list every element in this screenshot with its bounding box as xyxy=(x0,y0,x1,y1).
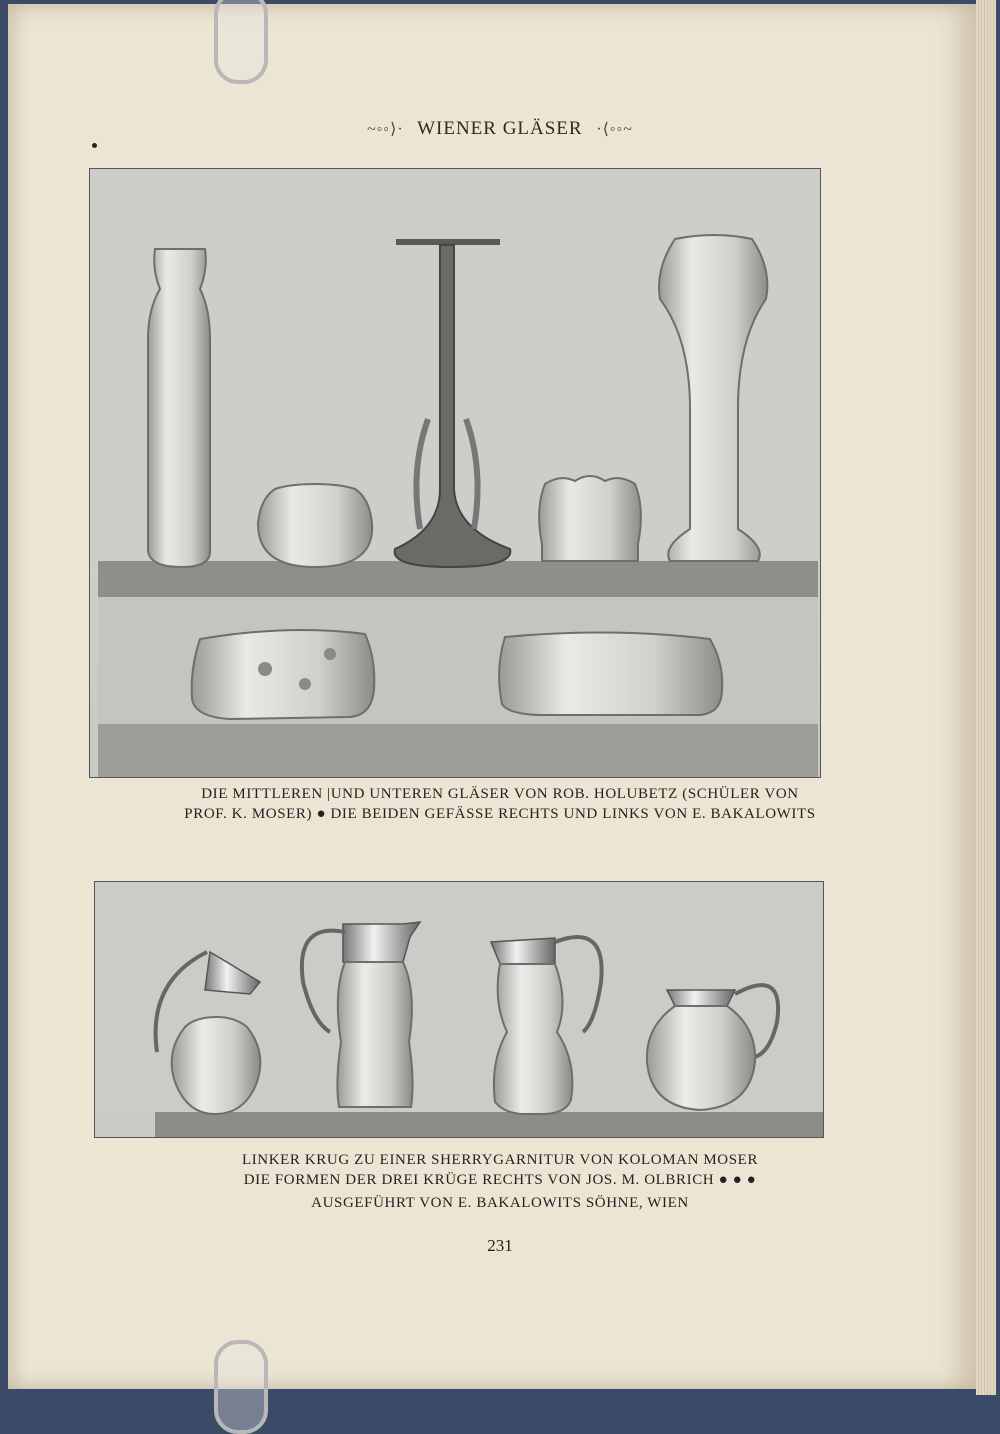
photo-glass-vases xyxy=(89,168,821,778)
caption-bottom-line1: LINKER KRUG ZU EINER SHERRYGARNITUR VON KOLOMAN MOSER xyxy=(241,1152,759,1168)
running-title-text: WIENER GLÄSER xyxy=(417,118,583,139)
ornament-right-icon: ·⟨◦◦~ xyxy=(596,121,633,138)
caption-bottom xyxy=(0,1150,1000,1213)
page-number: 231 xyxy=(487,1236,513,1255)
caption-top-line2: PROF. K. MOSER) ● DIE BEIDEN GEFÄSSE RECHTS UND LINKS VON E. BAKALOWITS xyxy=(184,806,816,822)
photo-glass-jugs xyxy=(94,881,824,1138)
binder-clip-bottom xyxy=(214,1340,268,1434)
caption-top xyxy=(0,784,1000,824)
running-title xyxy=(0,118,1000,140)
ink-dot xyxy=(92,143,97,148)
ornament-left-icon: ~◦◦⟩· xyxy=(367,121,404,138)
binder-clip-top xyxy=(214,0,268,84)
caption-bottom-credit: AUSGEFÜHRT VON E. BAKALOWITS SÖHNE, WIEN xyxy=(311,1195,689,1211)
caption-bottom-line2: DIE FORMEN DER DREI KRÜGE RECHTS VON JOS. M. OLBRICH ● ● ● xyxy=(243,1172,757,1188)
caption-top-line1: DIE MITTLEREN |UND UNTEREN GLÄSER VON ROB. HOLUBETZ (SCHÜLER VON xyxy=(201,786,799,802)
